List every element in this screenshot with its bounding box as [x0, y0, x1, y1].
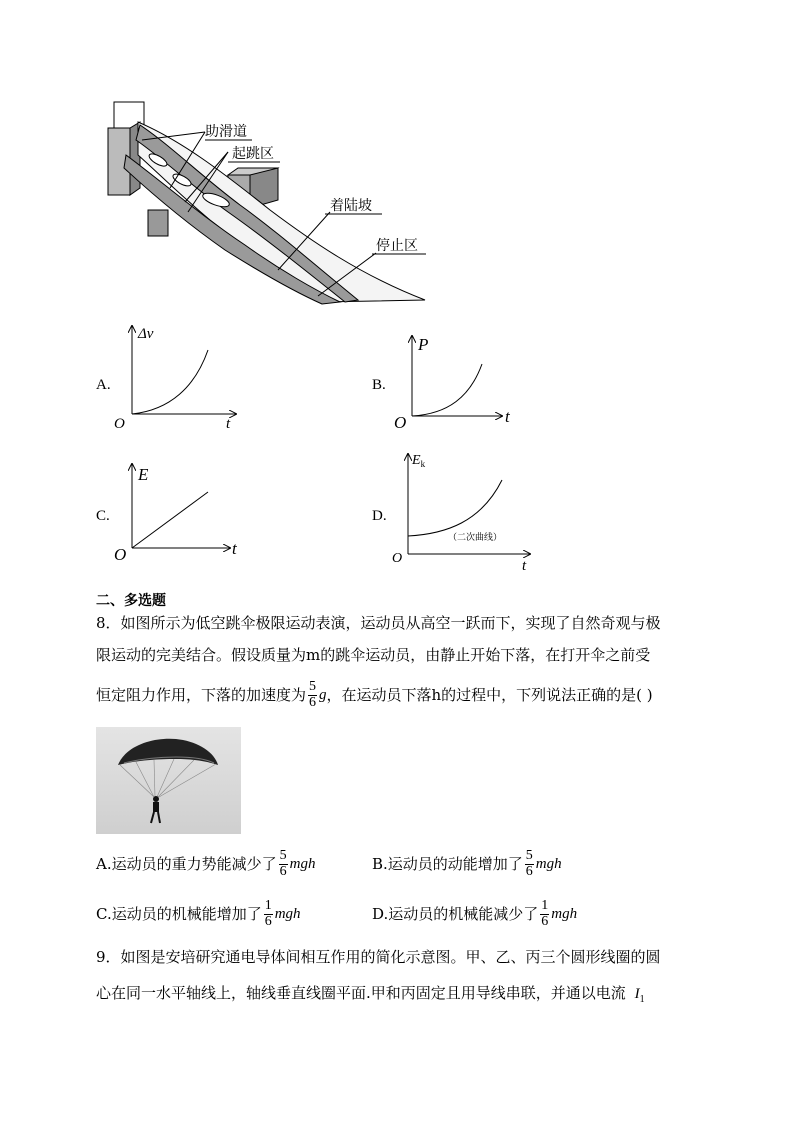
graph-d-xlabel: t [522, 558, 527, 574]
graph-a-curve [132, 350, 208, 414]
option-a-letter: A. [96, 377, 111, 393]
option-d-letter: D. [372, 508, 387, 524]
q8-accel-num: 5 [309, 678, 317, 694]
q8-option-c-den: 6 [264, 913, 272, 929]
graph-d [386, 450, 536, 574]
q8-option-a-fraction [279, 849, 288, 879]
graph-c-xlabel: t [232, 539, 237, 558]
graph-c [110, 460, 250, 564]
q8-line-3 [96, 676, 653, 714]
label-landing: 着陆坡 [330, 198, 372, 214]
label-takeoff: 起跳区 [232, 146, 274, 162]
graph-b [390, 332, 520, 432]
q8-accel-fraction [308, 680, 317, 710]
q8-option-a-den: 6 [279, 863, 287, 879]
label-stop: 停止区 [376, 238, 418, 254]
q8-option-c-fraction [264, 899, 273, 929]
option-c-letter: C. [96, 508, 110, 524]
graph-a-ylabel: Δv [138, 326, 154, 342]
graph-b-curve [412, 364, 482, 416]
q8-option-d-expr: mgh [551, 905, 578, 922]
q8-option-d-fraction [540, 899, 549, 929]
q8-option-a-expr: mgh [289, 855, 316, 872]
parachute-photo [96, 727, 241, 834]
q8-option-b-text: B.运动员的动能增加了 [372, 854, 523, 873]
graph-c-ylabel: E [138, 465, 149, 484]
q8-option-c-expr: mgh [274, 905, 301, 922]
graph-a [110, 322, 250, 434]
q8-option-c-text: C.运动员的机械能增加了 [96, 904, 262, 923]
graph-a-xlabel: t [226, 416, 231, 432]
graph-b-ylabel: P [418, 335, 429, 354]
q8-option-a-num: 5 [279, 847, 287, 863]
q9-line-2-text: 心在同一水平轴线上，轴线垂直线圈平面.甲和丙固定且用导线串联，并通以电流 [96, 984, 626, 1002]
q8-line-3-b: ，在运动员下落h的过程中，下列说法正确的是( ) [326, 685, 653, 704]
graph-d-curve [408, 480, 502, 536]
q8-option-d-text: D.运动员的机械能减少了 [372, 904, 539, 923]
option-b-letter: B. [372, 377, 386, 393]
q8-option-b-fraction [525, 849, 534, 879]
q8-option-b[interactable] [372, 846, 562, 882]
graph-c-line [132, 492, 208, 548]
ski-jump-figure [100, 100, 440, 310]
q8-option-b-den: 6 [525, 863, 533, 879]
q8-option-d-den: 6 [541, 913, 549, 929]
q8-option-a[interactable] [96, 846, 315, 882]
q8-option-d[interactable] [372, 896, 577, 932]
label-inrun: 助滑道 [205, 124, 247, 140]
graph-c-origin: O [114, 545, 127, 564]
q8-option-b-expr: mgh [535, 855, 562, 872]
q9-line-1: 9．如图是安培研究通电导体间相互作用的简化示意图。甲、乙、丙三个圆形线圈的圆 [96, 948, 661, 966]
q8-line-3-a: 恒定阻力作用，下落的加速度为 [96, 685, 307, 704]
q8-option-c[interactable] [96, 896, 301, 932]
q8-line-1: 8．如图所示为低空跳伞极限运动表演，运动员从高空一跃而下，实现了自然奇观与极 [96, 614, 661, 632]
q9-line-2 [96, 986, 645, 1005]
graph-d-origin: O [392, 551, 403, 566]
graph-b-xlabel: t [505, 407, 510, 426]
q8-line-2: 限运动的完美结合。假设质量为m的跳伞运动员，由静止开始下落，在打开伞之前受 [96, 646, 651, 664]
q8-option-b-num: 5 [525, 847, 533, 863]
section-heading: 二、多选题 [96, 593, 166, 609]
graph-a-origin: O [114, 416, 125, 432]
graph-d-ylabel: $E_k$ [412, 453, 426, 469]
q8-accel-den: 6 [309, 694, 317, 710]
q8-option-c-num: 1 [264, 897, 272, 913]
q8-option-d-num: 1 [541, 897, 549, 913]
graph-b-origin: O [394, 413, 407, 432]
graph-d-note: （二次曲线） [448, 533, 503, 543]
q8-option-a-text: A.运动员的重力势能减少了 [96, 854, 277, 873]
q8-accel-symbol: g [319, 686, 327, 703]
q9-current: $I_1$ [634, 986, 645, 1005]
